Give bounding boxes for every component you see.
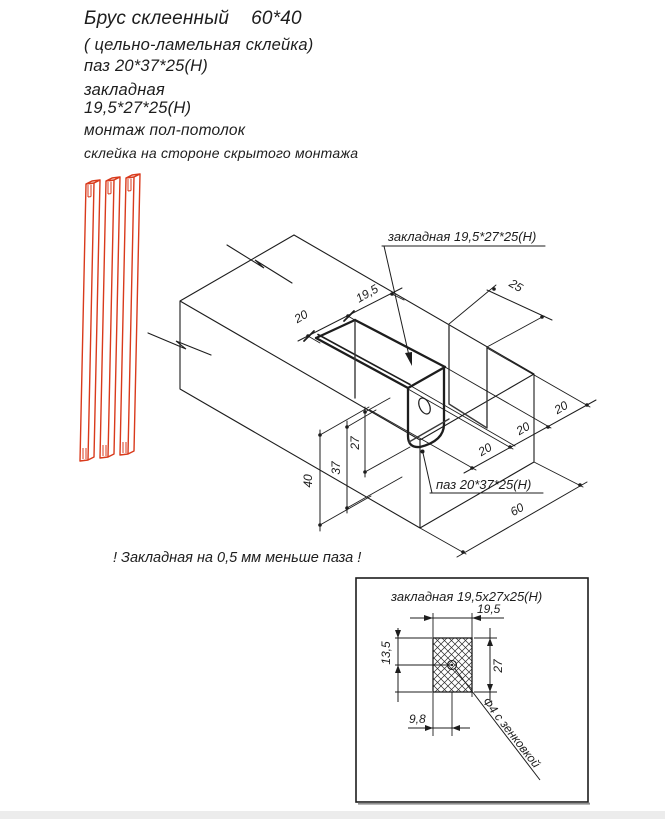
detail-dim-9-8: 9,8 [409,712,426,726]
detail-dim-13-5: 13,5 [379,641,393,665]
slot-edges [316,320,445,447]
dim-27: 27 [348,436,362,450]
spec-insert-size: 19,5*27*25(Н) [84,99,192,117]
detail-dim-19-5: 19,5 [477,602,501,616]
dim-20-b: 20 [513,419,533,438]
countersink-label: Ф4 с зенковкой [479,694,544,771]
spec-title: Брус склеенный 60*40 [84,8,302,29]
slot-callout: паз 20*37*25(Н) [436,477,532,492]
dim-25: 25 [506,276,526,295]
dim-20-top: 20 [291,307,311,326]
lamella [100,177,120,458]
insert-callout: закладная 19,5*27*25(Н) [388,229,537,244]
hole-ellipse [416,396,432,416]
dim-60: 60 [507,500,527,519]
detail-dim-27: 27 [491,659,505,673]
dim-19-5: 19,5 [353,281,381,306]
dim-40: 40 [301,474,315,488]
lamella [80,180,100,461]
page-separator [0,811,665,819]
break-marks [148,245,292,355]
spec-insert-word: закладная [84,81,165,99]
dim-20-a: 20 [475,440,495,459]
slot-leader [423,453,432,493]
lamella [120,174,140,455]
spec-glue-type: ( цельно-ламельная склейка) [84,36,314,54]
detail-title: закладная 19,5х27х25(Н) [391,589,543,604]
spec-glue-side: склейка на стороне скрытого монтажа [84,145,359,161]
spec-slot: паз 20*37*25(Н) [84,57,208,75]
dim-37: 37 [329,461,343,475]
lamellas-sketch [80,174,140,461]
hole-center-dot [451,664,453,666]
insert-leader-arrow [405,352,412,366]
detail-view [356,578,590,804]
tolerance-note: ! Закладная на 0,5 мм меньше паза ! [113,550,362,566]
slot-u-profile [408,368,444,447]
spec-mounting: монтаж пол-потолок [84,122,246,139]
dim-20-c: 20 [551,398,571,417]
